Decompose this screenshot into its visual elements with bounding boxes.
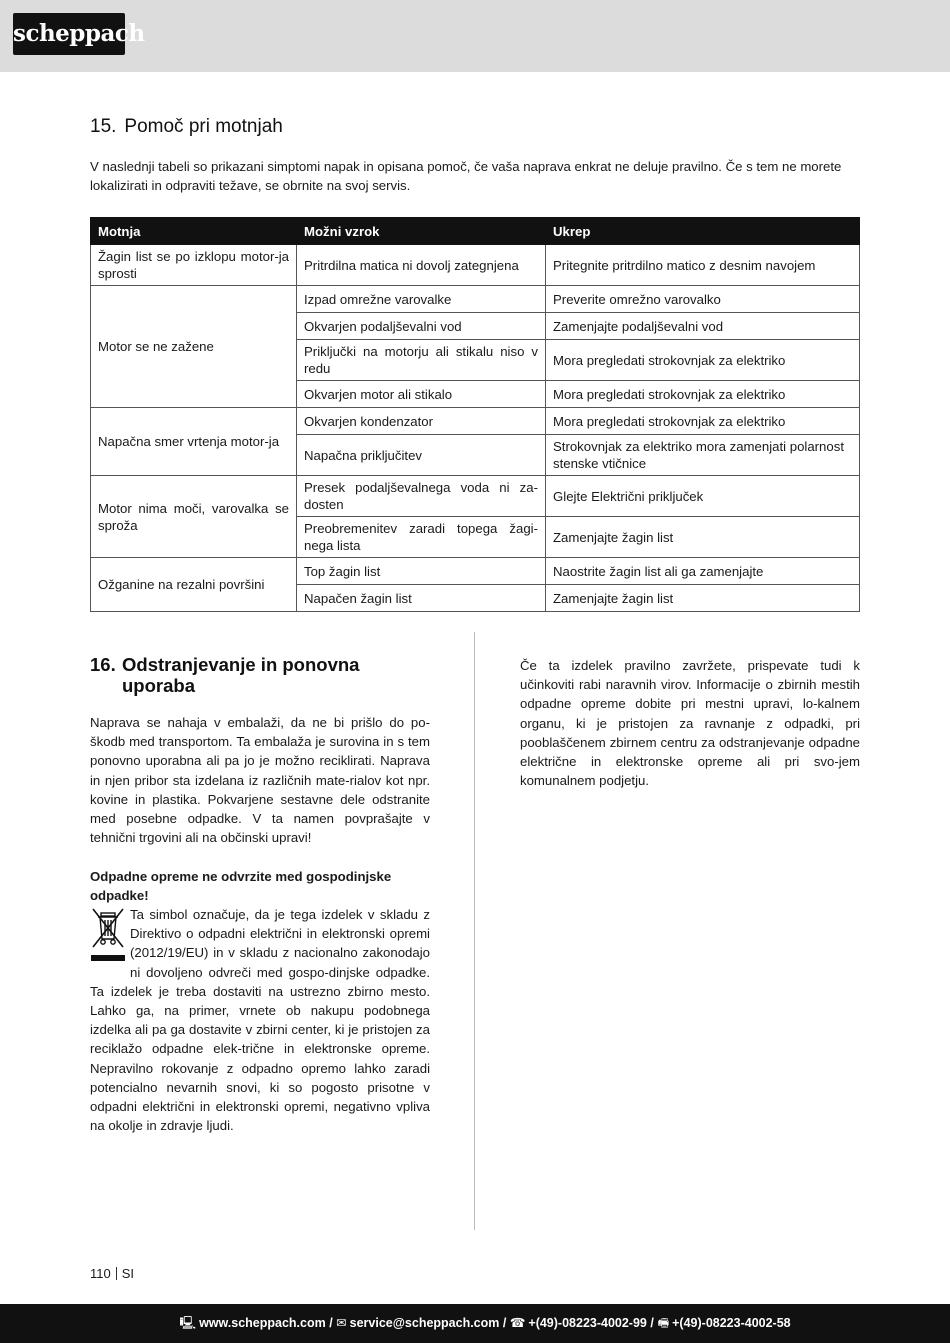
remedy-cell: Mora pregledati strokovnjak za elektriko bbox=[546, 408, 860, 435]
remedy-cell: Glejte Električni priključek bbox=[546, 476, 860, 517]
phone-icon: ☎ bbox=[509, 1316, 526, 1330]
table-row bbox=[91, 476, 860, 517]
brand-logo: scheppach bbox=[13, 13, 125, 55]
table-row bbox=[91, 245, 860, 286]
footer-phone: +(49)-08223-4002-99 bbox=[528, 1316, 647, 1330]
section-number: 16. bbox=[90, 654, 116, 675]
table-header-row bbox=[91, 218, 860, 245]
remedy-cell: Zamenjajte žagin list bbox=[546, 585, 860, 612]
cause-cell: Napačna priključitev bbox=[297, 435, 546, 476]
cause-cell: Okvarjen motor ali stikalo bbox=[297, 381, 546, 408]
column-header-fault: Motnja bbox=[91, 218, 297, 245]
weee-paragraph: Ta simbol označuje, da je tega izdelek v skladu z Direktivo o odpadni električni in elektronski opremi (2012/19/EU) in v skladu z nacionalno zakonodajo ni dovoljeno odvreči med gospo-dinjske odpadke. Ta izdelek je treba dostaviti na ustrezno zbirno mesto. Lahko ga, na primer, vrnete ob nakupu podobnega izdelka ali pa ga dostavite v zbirni center, ki je pristojen za reciklažo odpadne elek-trične in elektronske opreme. Nepravilno rokovanje z odpadno opremo lahko zaradi potencialno nevarnih snovi, ki so pogosto prisotne v odpadni električni in elektronski opremi, negativno vpliva na okolje in zdravje ljudi. bbox=[90, 907, 430, 1134]
column-header-cause: Možni vzrok bbox=[297, 218, 546, 245]
cause-cell: Presek podaljševalnega voda ni za-dosten bbox=[297, 476, 546, 517]
table-row bbox=[91, 558, 860, 585]
footer-fax: +(49)-08223-4002-58 bbox=[672, 1316, 791, 1330]
fault-cell: Motor se ne zažene bbox=[91, 286, 297, 408]
packaging-paragraph: Naprava se nahaja v embalaži, da ne bi prišlo do po-škodb med transportom. Ta embalaža je surovina in s tem ponovno uporabna ali pa jo je možno reciklirati. Naprava in njen pribor sta izdelana iz različnih mate-rialov kot npr. kovine in plastika. Pokvarjene sestavne dele odstranite med posebne odpadke. V ta namen povprašajte v tehnični trgovini ali na občinski upravi! bbox=[90, 715, 430, 846]
cause-cell: Napačen žagin list bbox=[297, 585, 546, 612]
header-bar bbox=[0, 0, 950, 72]
page-number bbox=[90, 1266, 134, 1281]
footer-website[interactable]: www.scheppach.com bbox=[199, 1316, 326, 1330]
disposal-paragraph: Če ta izdelek pravilno zavržete, prispevate tudi k učinkoviti rabi naravnih virov. Informacije o zbirnih mestih odpadne opreme dobite pri mestni upravi, lo-kalnem organu, ki je pristojen za ravnanje z odpadki, pri pooblaščenem zbirnem centru za odstranjevanje odpadne električne in elektronske opreme ali pri svo-jem komunalnem podjetju. bbox=[520, 658, 860, 789]
fault-cell: Žagin list se po izklopu motor-ja sprosti bbox=[91, 245, 297, 286]
section-15-title bbox=[90, 116, 283, 138]
column-divider bbox=[474, 632, 475, 1230]
fault-cell: Napačna smer vrtenja motor-ja bbox=[91, 408, 297, 476]
footer-bar bbox=[0, 1304, 950, 1343]
cause-cell: Izpad omrežne varovalke bbox=[297, 286, 546, 313]
fault-cell: Motor nima moči, varovalka se sproža bbox=[91, 476, 297, 558]
crossed-bin-icon bbox=[90, 905, 126, 969]
cause-cell: Top žagin list bbox=[297, 558, 546, 585]
weee-symbol bbox=[90, 905, 130, 977]
fault-cell: Ožganine na rezalni površini bbox=[91, 558, 297, 612]
section-title-text: Pomoč pri motnjah bbox=[124, 116, 283, 137]
remedy-cell: Zamenjajte podaljševalni vod bbox=[546, 313, 860, 340]
computer-icon: 🖳 bbox=[179, 1316, 197, 1330]
section-16-title bbox=[90, 654, 430, 696]
troubleshooting-table bbox=[90, 217, 860, 612]
page-number-value: 110 bbox=[90, 1266, 111, 1281]
section-15-intro: V naslednji tabeli so prikazani simptomi napak in opisana pomoč, če vaša naprava enkrat ne deluje pravilno. Če s tem ne morete lokalizirati in odpraviti težave, se obrnite na svoj servis. bbox=[90, 159, 842, 193]
remedy-cell: Mora pregledati strokovnjak za elektriko bbox=[546, 340, 860, 381]
remedy-cell: Zamenjajte žagin list bbox=[546, 517, 860, 558]
remedy-cell: Naostrite žagin list ali ga zamenjajte bbox=[546, 558, 860, 585]
weee-subheading: Odpadne opreme ne odvrzite med gospodinjske odpadke! bbox=[90, 869, 392, 903]
remedy-cell: Strokovnjak za elektriko mora zamenjati polarnost stenske vtičnice bbox=[546, 435, 860, 476]
footer-separator: / bbox=[499, 1316, 510, 1330]
cause-cell: Okvarjen podaljševalni vod bbox=[297, 313, 546, 340]
footer-email[interactable]: service@scheppach.com bbox=[349, 1316, 500, 1330]
cause-cell: Okvarjen kondenzator bbox=[297, 408, 546, 435]
remedy-cell: Mora pregledati strokovnjak za elektriko bbox=[546, 381, 860, 408]
fax-icon: 🖷 bbox=[657, 1316, 670, 1330]
table-row bbox=[91, 408, 860, 435]
column-header-remedy: Ukrep bbox=[546, 218, 860, 245]
weee-paragraph-block bbox=[90, 905, 430, 1135]
page-language: SI bbox=[121, 1266, 135, 1281]
section-title-text: Odstranjevanje in ponovna uporaba bbox=[122, 654, 360, 696]
cause-cell: Preobremenitev zaradi topega žagi-nega lista bbox=[297, 517, 546, 558]
footer-separator: / bbox=[325, 1316, 337, 1330]
envelope-icon: ✉ bbox=[336, 1316, 347, 1330]
page-number-separator bbox=[116, 1267, 117, 1280]
section-number: 15. bbox=[90, 116, 117, 137]
table-row bbox=[91, 286, 860, 313]
cause-cell: Priključki na motorju ali stikalu niso v redu bbox=[297, 340, 546, 381]
remedy-cell: Pritegnite pritrdilno matico z desnim navojem bbox=[546, 245, 860, 286]
cause-cell: Pritrdilna matica ni dovolj zategnjena bbox=[297, 245, 546, 286]
footer-separator: / bbox=[646, 1316, 658, 1330]
remedy-cell: Preverite omrežno varovalko bbox=[546, 286, 860, 313]
